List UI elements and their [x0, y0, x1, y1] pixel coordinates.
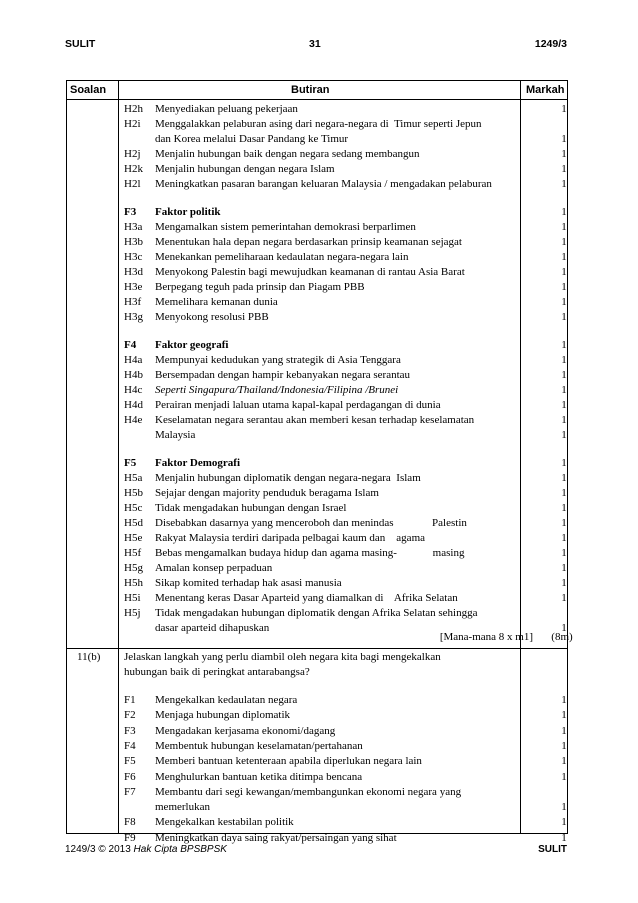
answer-row [67, 531, 567, 546]
answer-row [67, 310, 567, 325]
item-text: Mempunyai kedudukan yang strategik di Asia Tenggara [155, 354, 401, 366]
answer-row [67, 353, 567, 368]
section-row [67, 205, 567, 220]
item-text: dasar aparteid dihapuskan [155, 622, 270, 634]
item-mark: 1 [561, 517, 567, 529]
answer-row [67, 162, 567, 177]
item-code: H3d [124, 266, 143, 278]
item-code: H5h [124, 577, 143, 589]
item-code: H3b [124, 236, 143, 248]
item-mark: 1 [561, 251, 567, 263]
item-text: Mengadakan kerjasama ekonomi/dagang [155, 724, 336, 737]
item-text: Amalan konsep perpaduan [155, 562, 273, 574]
item-mark: 1 [561, 163, 567, 175]
answer-row [67, 368, 567, 383]
header-soalan: Soalan [70, 84, 107, 96]
item-text: Menyokong resolusi PBB [155, 311, 269, 323]
item-code: F2 [124, 709, 136, 722]
answer-row [67, 546, 567, 561]
summary-mark: (8m) [551, 631, 573, 643]
item-text: Perairan menjadi laluan utama kapal-kapal perdagangan di dunia [155, 399, 441, 411]
marking-scheme-table [66, 80, 573, 844]
answer-row [67, 177, 567, 192]
item-mark: 1 [561, 236, 567, 248]
item-mark: 1 [561, 622, 567, 634]
question-text-line2: hubungan baik di peringkat antarabangsa? [124, 666, 310, 678]
item-mark: 1 [561, 133, 567, 145]
item-mark: 1 [561, 221, 567, 233]
item-mark: 1 [561, 547, 567, 559]
item-text: Memberi bantuan ketenteraan apabila diperlukan negara lain [155, 755, 422, 768]
answer-row [67, 693, 567, 708]
item-text: Menjalin hubungan diplomatik dengan negara-negara Islam [155, 472, 421, 484]
item-code: H5e [124, 532, 143, 544]
item-code: F8 [124, 816, 136, 829]
item-code: H2h [124, 103, 143, 115]
header-butiran: Butiran [291, 84, 330, 96]
item-text: Bersempadan dengan hampir kebanyakan negara serantau [155, 369, 411, 381]
answer-row [67, 147, 567, 162]
item-mark: 1 [561, 724, 567, 737]
answer-row [67, 561, 567, 576]
item-text: Malaysia [155, 429, 196, 441]
item-text: Faktor Demografi [155, 457, 241, 469]
item-text: Mengamalkan sistem pemerintahan demokrasi berparlimen [155, 221, 416, 233]
item-text: memerlukan [155, 801, 210, 814]
answer-row [67, 250, 567, 265]
item-code: H4d [124, 399, 143, 411]
item-text: Mengekalkan kestabilan politik [155, 816, 294, 829]
header-left-label: SULIT [65, 38, 96, 50]
item-code: H3e [124, 281, 143, 293]
item-code: H4a [124, 354, 143, 366]
page-header [65, 38, 567, 52]
item-text: Menentang keras Dasar Aparteid yang diamalkan di Afrika Selatan [155, 592, 458, 604]
item-mark: 1 [561, 502, 567, 514]
item-text: Seperti Singapura/Thailand/Indonesia/Filipina /Brunei [155, 384, 399, 396]
question-text-line1: Jelaskan langkah yang perlu diambil oleh negara kita bagi mengekalkan [124, 651, 441, 663]
item-mark: 1 [561, 831, 567, 844]
item-mark: 1 [561, 414, 567, 426]
item-text: Menjalin hubungan dengan negara Islam [155, 163, 335, 175]
item-mark: 1 [561, 532, 567, 544]
item-mark: 1 [561, 369, 567, 381]
item-text: Menyokong Palestin bagi mewujudkan keamanan di rantau Asia Barat [155, 266, 465, 278]
answer-row [67, 295, 567, 310]
item-mark: 1 [561, 206, 567, 218]
item-text: Membentuk hubungan keselamatan/pertahanan [155, 739, 363, 752]
answer-row [67, 754, 567, 769]
item-code: F3 [124, 206, 137, 218]
item-mark: 1 [561, 472, 567, 484]
section-row [67, 338, 567, 353]
item-text: Faktor geografi [155, 339, 229, 351]
footer-copyright-holder: Hak Cipta BPSBPSK [133, 844, 227, 855]
item-code: H5g [124, 562, 143, 574]
answer-row [67, 800, 567, 815]
page-footer [65, 844, 567, 858]
item-text: Mengekalkan kedaulatan negara [155, 694, 298, 706]
item-text: Tidak mengadakan hubungan dengan Israel [155, 502, 347, 514]
item-text: Menentukan hala depan negara berdasarkan prinsip keamanan sejagat [155, 236, 462, 248]
item-text: Menjalin hubungan baik dengan negara sedang membangun [155, 148, 420, 160]
item-code: F6 [124, 770, 136, 783]
item-text: Rakyat Malaysia terdiri daripada pelbagai kaum dan agama [155, 532, 426, 544]
item-mark: 1 [561, 457, 567, 469]
item-mark: 1 [561, 577, 567, 589]
item-mark: 1 [561, 562, 567, 574]
item-code: H5d [124, 517, 143, 529]
item-code: H4c [124, 384, 143, 396]
item-text: Memelihara kemanan dunia [155, 296, 278, 308]
answer-row [67, 413, 567, 428]
item-text: Menekankan pemeliharaan kedaulatan negara-negara lain [155, 251, 409, 263]
answer-row [67, 591, 567, 606]
item-text: Meningkatkan daya saing rakyat/persaingan yang sihat [155, 831, 397, 844]
item-text: Disebabkan dasarnya yang menceroboh dan menindas Palestin [155, 517, 467, 529]
item-text: Meningkatkan pasaran barangan keluaran Malaysia / mengadakan pelaburan [155, 178, 492, 190]
item-text: dan Korea melalui Dasar Pandang ke Timur [155, 133, 349, 145]
item-text: Sejajar dengan majority penduduk beragama Islam [155, 487, 379, 499]
answer-row [67, 770, 567, 785]
item-code: H5j [124, 607, 141, 619]
item-code: H4e [124, 414, 143, 426]
item-text: Berpegang teguh pada prinsip dan Piagam PBB [155, 281, 365, 293]
item-mark: 1 [561, 770, 567, 783]
item-text: Sikap komited terhadap hak asasi manusia [155, 577, 342, 589]
answer-row [67, 486, 567, 501]
item-mark: 1 [561, 339, 567, 351]
item-mark: 1 [561, 487, 567, 499]
item-mark: 1 [561, 148, 567, 160]
item-text: Menjaga hubungan diplomatik [155, 709, 291, 722]
summary-note: [Mana-mana 8 x m1] [439, 631, 533, 643]
item-text: Membantu dari segi kewangan/membangunkan ekonomi negara yang [155, 785, 462, 798]
item-mark: 1 [561, 429, 567, 441]
item-code: H5f [124, 547, 142, 559]
summary-row [67, 630, 573, 645]
item-mark: 1 [561, 354, 567, 366]
item-code: F5 [124, 457, 137, 469]
answer-row [67, 398, 567, 413]
item-code: H5c [124, 502, 143, 514]
paper-code: 1249/3 [534, 38, 567, 50]
header-divider [67, 99, 567, 100]
answer-row [67, 606, 567, 621]
item-text: Menghulurkan bantuan ketika ditimpa bencana [155, 770, 363, 783]
item-code: H5b [124, 487, 143, 499]
item-mark: 1 [561, 178, 567, 190]
answer-row [67, 117, 567, 132]
item-text: Menyediakan peluang pekerjaan [155, 103, 298, 115]
answer-row [67, 785, 567, 800]
section-row [67, 456, 567, 471]
answer-row [67, 471, 567, 486]
item-code: H2k [124, 163, 143, 175]
row-divider [67, 648, 567, 649]
item-code: F3 [124, 724, 136, 737]
item-code: F9 [124, 831, 136, 844]
answer-row [67, 428, 567, 443]
answer-row [67, 708, 567, 723]
page-number: 31 [309, 38, 321, 50]
item-text: Bebas mengamalkan budaya hidup dan agama masing- masing [155, 547, 465, 559]
answer-row [67, 132, 567, 147]
q11b-row [67, 650, 567, 665]
answer-row [67, 383, 567, 398]
item-mark: 1 [561, 694, 567, 706]
item-code: F4 [124, 339, 137, 351]
item-mark: 1 [561, 296, 567, 308]
item-code: H2i [124, 118, 141, 130]
item-code: H4b [124, 369, 143, 381]
item-mark: 1 [561, 816, 567, 829]
item-mark: 1 [561, 709, 567, 722]
answer-row [67, 724, 567, 739]
answer-row [67, 815, 567, 830]
item-code: F5 [124, 755, 136, 768]
answer-row [67, 265, 567, 280]
item-code: H5i [124, 592, 141, 604]
footer-right-label: SULIT [538, 844, 567, 855]
item-mark: 1 [561, 311, 567, 323]
item-code: H5a [124, 472, 143, 484]
item-mark: 1 [561, 739, 567, 752]
question-number: 11(b) [77, 651, 101, 663]
item-code: F1 [124, 694, 136, 706]
item-mark: 1 [561, 592, 567, 604]
answer-row [67, 576, 567, 591]
item-mark: 1 [561, 281, 567, 293]
item-mark: 1 [561, 103, 567, 115]
answer-row [67, 102, 567, 117]
item-code: H2l [124, 178, 141, 190]
item-mark: 1 [561, 266, 567, 278]
item-code: H3f [124, 296, 142, 308]
item-text: Keselamatan negara serantau akan memberi kesan terhadap keselamatan [155, 414, 475, 426]
answer-row [67, 220, 567, 235]
item-code: H3a [124, 221, 143, 233]
item-code: H3g [124, 311, 143, 323]
footer-copyright [65, 844, 227, 855]
answer-row [67, 280, 567, 295]
answer-row [67, 235, 567, 250]
header-markah: Markah [526, 84, 565, 96]
answer-row [67, 516, 567, 531]
item-code: H2j [124, 148, 141, 160]
item-mark: 1 [561, 384, 567, 396]
item-mark: 1 [561, 399, 567, 411]
answer-row [67, 501, 567, 516]
item-code: H3c [124, 251, 143, 263]
footer-paper-code: 1249/3 [65, 844, 96, 855]
answer-row [67, 739, 567, 754]
item-text: Faktor politik [155, 206, 221, 218]
item-mark: 1 [561, 801, 567, 814]
item-text: Menggalakkan pelaburan asing dari negara-negara di Timur seperti Jepun [155, 118, 482, 130]
item-code: F4 [124, 739, 136, 752]
item-text: Tidak mengadakan hubungan diplomatik dengan Afrika Selatan sehingga [155, 607, 478, 619]
item-mark: 1 [561, 755, 567, 768]
q11b-row [67, 665, 567, 680]
item-code: F7 [124, 785, 136, 798]
footer-copyright-text: © 2013 [95, 844, 134, 855]
